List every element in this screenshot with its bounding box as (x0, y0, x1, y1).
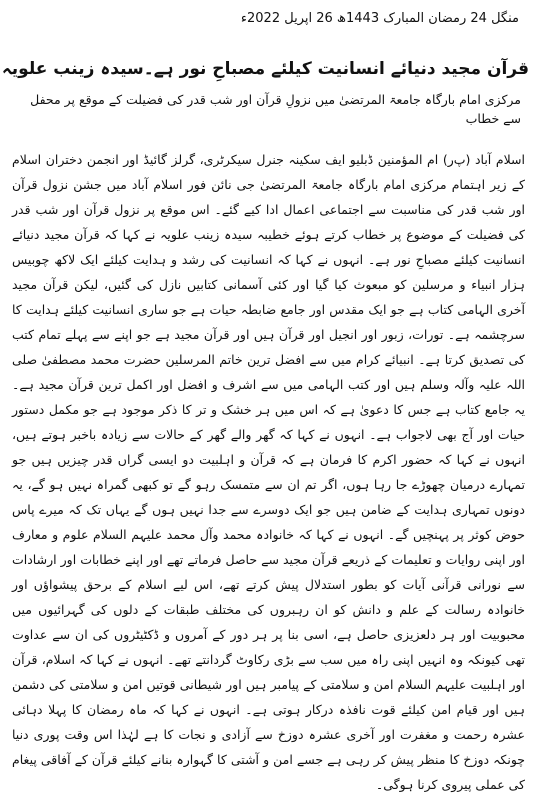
dateline: منگل 24 رمضان المبارک 1443ھ 26 اپریل 2022ء (240, 11, 519, 26)
subheadline: مرکزی امام بارگاہ جامعۃ المرتضیٰ میں نزولِ قرآن اور شب قدر کی فضیلت کے موقع پر محفل سے خطاب (30, 92, 521, 126)
article-paragraph: اسلام آباد (پ‌ر) ام المؤمنین ڈبلیو ایف سکینہ جنرل سیکرٹری، گرلز گائیڈ اور انجمن دختران اسلام کے زیر اہتمام مرکزی امام بارگاہ جامعۃ المرتضیٰ جی نائن فور اسلام آباد میں جشن نزول قرآن اور شب قدر کی مناسبت سے اجتماعی اعمال ادا کیے گئے۔ اس موقع پر نزول قرآن اور شب قدر کی فضیلت کے موضوع پر خطاب کرتے ہوئے خطیبہ سیدہ زینب علویہ نے کہا کہ قرآن مجید دنیائے انسانیت کیلئے مصباحِ نور ہے۔ انہوں نے کہا کہ انسانیت کی رشد و ہدایت کیلئے ایک لاکھ چوبیس ہزار انبیاء و مرسلین کو مبعوث کیا گیا اور کئی آسمانی کتابیں نازل کی گئیں، لیکن قرآن مجید آخری الہامی کتاب ہے جو ایک مقدس اور جامع ضابطہ حیات ہے جو ساری انسانیت کیلئے ہدایت کا سرچشمہ ہے۔ تورات، زبور اور انجیل اور قرآن ہیں اور قرآن مجید ہے جو اپنے سے پہلے تمام کتب کی تصدیق کرتا ہے۔ انبیائے کرام میں سے افضل ترین خاتم المرسلین حضرت محمد مصطفیٰ صلی اللہ علیہ وآلہ وسلم ہیں اور کتب الہامی میں سے اشرف و افضل اور اکمل ترین قرآن مجید ہے۔ یہ جامع کتاب ہے جس کا دعویٰ ہے کہ اس میں ہر خشک و تر کا ذکر موجود ہے جو مکمل دستور حیات اور آج بھی لاجواب ہے۔ انہوں نے کہا کہ گھر والے گھر کے حالات سے زیادہ باخبر ہوتے ہیں، انہوں نے کہا کہ حضور اکرم کا فرمان ہے کہ قرآن و اہلبیت دو ایسی گراں قدر چیزیں ہیں جو تمہارے درمیان چھوڑے جا رہا ہوں، اگر تم ان سے متمسک رہو گے تو کبھی گمراہ نہیں ہو گے، یہ دونوں تمہاری ہدایت کے ضامن ہیں جو ایک دوسرے سے جدا نہیں ہوں گے یہاں تک کہ میرے پاس حوض کوثر پر پہنچیں گے۔ انہوں نے کہا کہ خانوادہ محمد وآل محمد علیہم السلام علوم و معارف اور اپنی روایات و تعلیمات کے ذریعے قرآن مجید سے حاصل فرماتے تھے اور اپنے خطابات اور ارشادات سے نورانی قرآنی آیات کو بطور استدلال پیش کرتے تھے، اس لیے اسلام کے برحق پیشواؤں اور خانوادہ رسالت کے علم و دانش کو ان رہبروں کی مختلف طبقات کے دلوں کی گہرائیوں میں محبوبیت اور ہر دلعزیزی حاصل ہے، اسی بنا پر ہر دور کے آمروں و ڈکٹیٹروں کی ان سے عداوت تھی کیونکہ وہ انہیں اپنی راہ میں سب سے بڑی رکاوٹ گردانتے تھے۔ انہوں نے کہا کہ اسلام، قرآن اور اہلبیت علیہم السلام امن و سلامتی کے پیامبر ہیں اور شیطانی قوتیں امن و سلامتی کی دشمن ہیں اور قیام امن کیلئے قوت نافذہ درکار ہوتی ہے۔ انہوں نے کہا کہ ماہ رمضان کا پہلا دہائی عشرہ رحمت و مغفرت اور آخری عشرہ دوزخ سے آزادی و نجات کا ہے لہٰذا اس وقت پوری دنیا چونکہ دوزخ کا منظر پیش کر رہی ہے جسے امن و آشتی کا گہوارہ بنانے کیلئے قرآن کے آفاقی پیغام کی عملی پیروی کرنا ہوگی۔ (12, 152, 525, 792)
headline: قرآن مجید دنیائے انسانیت کیلئے مصباحِ نور ہے۔سیدہ زینب علویہ (1, 59, 529, 79)
article-body (12, 147, 525, 792)
